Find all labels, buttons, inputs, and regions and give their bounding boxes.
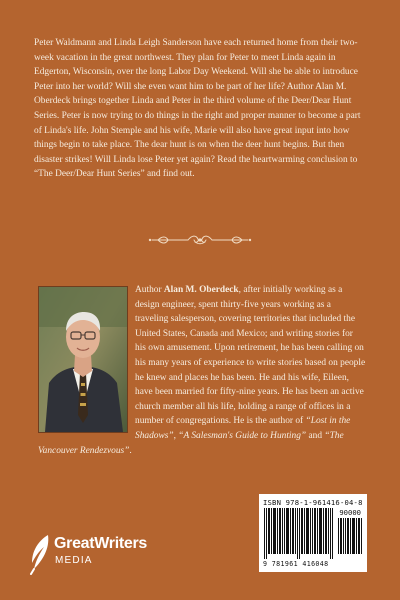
photo-spacer xyxy=(38,283,135,435)
bio-end: . xyxy=(129,445,132,456)
ornamental-divider-icon xyxy=(148,232,252,248)
book-title-2: “A Salesman's Guide to Hunting” xyxy=(178,430,307,441)
barcode-number: 9 781961 416048 xyxy=(263,560,329,568)
barcode-box xyxy=(259,494,367,572)
book-blurb: Peter Waldmann and Linda Leigh Sanderson have each returned home from their two-week vacation in the great northwest. They plan for Peter to meet Linda again in Edgerton, Wisconsin, over the long Labor Day Weekend. Will she be able to introduce Peter into her world? Will she even want him to be part of her life? Author Alan M. Oberdeck brings together Linda and Peter in the third volume of the Deer/Dear Hunt Series. Peter is now trying to do things in the right and proper manner to become a part of Linda's life. John Stemple and his wife, Marie will also have great input into how things begin to take place. The dear hunt is on when the deer hunt begins. But then disaster strikes! Will Linda lose Peter yet again? Read the heartwarming conclusion to “The Deer/Dear Hunt Series” and find out. xyxy=(34,38,361,180)
bio-text: , after initially working as a design engineer, spent thirty-five years working as a traveling salesperson, covering territories that included the United States, Canada and Mexico; and writing stories for his own amusement. Upon retirement, he has been calling on his many years of experience to write stories based on people he knew and places he has been. He and his wife, Eileen, have been married for fifty-nine years. He has been an active church member all his life, holding a range of offices in a number of congregations. He is the author of xyxy=(135,285,366,427)
publisher-sub: MEDIA xyxy=(55,555,93,566)
bio-sep-1: , xyxy=(173,430,179,441)
publisher-logo xyxy=(24,531,174,577)
price-code: 90000 xyxy=(339,508,361,517)
author-name: Alan M. Oberdeck xyxy=(163,285,239,295)
barcode-icon xyxy=(264,508,336,559)
addon-barcode-icon xyxy=(338,518,362,554)
author-bio xyxy=(38,283,366,458)
bio-sep-2: and xyxy=(306,430,325,441)
publisher-name: GreatWriters xyxy=(54,535,148,552)
bio-prefix: Author xyxy=(135,285,164,295)
book-title-3: “The Vancouver Rendezvous” xyxy=(38,430,344,456)
isbn-text: ISBN 978-1-961416-04-8 xyxy=(263,498,363,507)
book-title-1: “Lost in the Shadows” xyxy=(135,416,351,441)
quill-icon xyxy=(26,533,54,575)
